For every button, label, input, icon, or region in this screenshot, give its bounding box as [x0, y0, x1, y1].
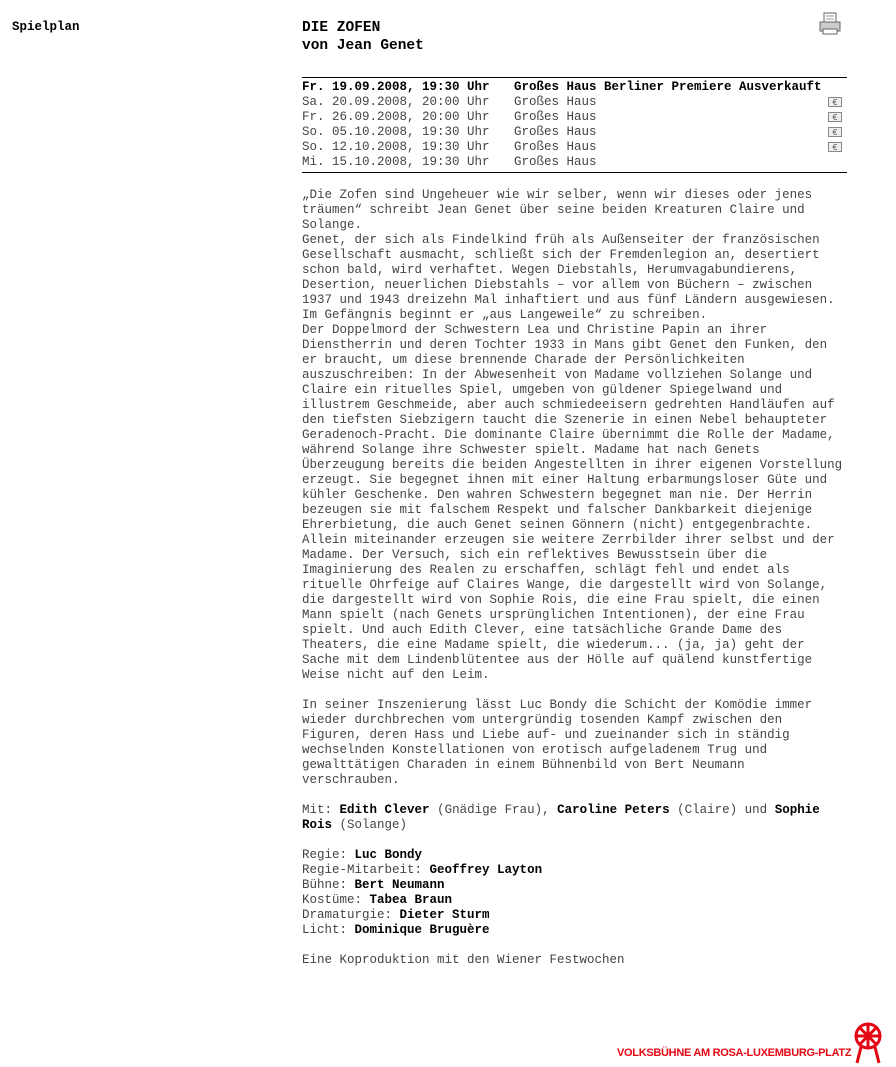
venue-cell: Großes Haus [514, 95, 597, 109]
date-row [302, 140, 847, 155]
cast-role: (Claire) und [677, 803, 768, 817]
description-paragraph: Genet, der sich als Findelkind früh als Außenseiter der französischen Gesellschaft ausmacht, schließt sich der Fremdenlegion an, desertiert schon bald, wird verhaftet. Wegen Diebstahls, Herumvagabundierens, Desertion, neuerlichen Diebstahls – vor allem von Büchern – zwischen 1937 und 1943 dreizehn Mal inhaftiert und aus fünf Ländern ausgewiesen. Im Gefängnis beginnt er „aus Langeweile“ zu schreiben. [302, 233, 835, 322]
ticket-icon[interactable]: € [828, 97, 842, 107]
venue-cell: Großes Haus Berliner Premiere Ausverkauft [514, 80, 822, 94]
venue-cell: Großes Haus [514, 110, 597, 124]
credit-line [302, 878, 847, 893]
credit-label: Regie-Mitarbeit: [302, 863, 423, 877]
credit-name: Geoffrey Layton [429, 863, 543, 877]
cast-actor: Edith Clever [339, 803, 430, 817]
date-row [302, 155, 847, 170]
credit-label: Bühne: [302, 878, 348, 892]
cast-role: (Solange) [339, 818, 408, 832]
main-content [302, 19, 847, 968]
credit-line [302, 848, 847, 863]
dates-table [302, 77, 847, 173]
cast-role: (Gnädige Frau), [437, 803, 550, 817]
date-row [302, 110, 847, 125]
credit-name: Dominique Bruguère [354, 923, 490, 937]
credit-name: Bert Neumann [354, 878, 445, 892]
volksbuehne-logo-link[interactable] [617, 1021, 883, 1065]
credit-name: Tabea Braun [369, 893, 453, 907]
credit-line [302, 923, 847, 938]
venue-cell: Großes Haus [514, 125, 597, 139]
ticket-icon[interactable]: € [828, 112, 842, 122]
credit-name: Luc Bondy [354, 848, 423, 862]
cast-list [302, 803, 847, 833]
cast-actor: Sophie Rois [302, 803, 820, 832]
date-cell: Sa. 20.09.2008, 20:00 Uhr [302, 95, 490, 109]
page-title: DIE ZOFEN [302, 20, 381, 36]
credit-label: Licht: [302, 923, 348, 937]
date-cell: Fr. 26.09.2008, 20:00 Uhr [302, 110, 490, 124]
credit-line [302, 893, 847, 908]
logo-text: VOLKSBÜHNE AM ROSA-LUXEMBURG-PLATZ [617, 1047, 852, 1059]
venue-cell: Großes Haus [514, 140, 597, 154]
page-subtitle: von Jean Genet [302, 38, 424, 54]
description-paragraph: Der Doppelmord der Schwestern Lea und Christine Papin an ihrer Dienstherrin und deren Tochter 1933 in Mans gibt Genet den Funken, den er braucht, um diese brennende Charade der Persönlichkeiten auszuschreiben: In der Abwesenheit von Madame vollziehen Solange und Claire ein rituelles Spiel, umgeben von güldener Spiegelwand und illustrem Geschmeide, aber auch schmiedeeisern gedrehten Handläufen auf den tiefsten Siebzigern taucht die Szenerie in einen Nebel behaupteter Geradenoch-Pracht. Die dominante Claire übernimmt die Rolle der Madame, während Solange ihre Schwester spielt. Madame hat nach Genets Überzeugung bereits die beiden Angestellten in ihrer eigenen Vorstellung erzeugt. Sie begegnet ihnen mit einer Haltung erbarmungsloser Güte und kühler Geschenke. Den wahren Schwestern begegnet man nie. Der Herrin bezeugen sie mit falschem Respekt und falscher Dankbarkeit diejenige Ehrerbietung, die auch Genet seinen Gönnern (nicht) entgegenbrachte. Allein miteinander erzeugen sie weitere Zerrbilder ihrer selbst und der Madame. Der Versuch, sich ein reflektives Bewusstsein über die Imaginierung des Realen zu erschaffen, schlägt fehl und endet als rituelle Ohrfeige auf Claires Wange, die dargestellt wird von Solange, die dargestellt wird von Sophie Rois, die eine Frau spielt, die einen Mann spielt (nach Genets ursprünglichen Intentionen), der eine Frau spielt. Und auch Edith Clever, eine tatsächliche Grande Dame des Theaters, die eine Madame spielt, die wiederum... (ja, ja) geht der Sache mit dem Lindenblütentee aus der Hölle auf quälend kunstfertige Weise nicht auf den Leim. [302, 323, 843, 682]
ticket-icon[interactable]: € [828, 142, 842, 152]
cast-label: Mit: [302, 803, 333, 817]
wheel-logo-icon [853, 1021, 883, 1065]
credit-name: Dieter Sturm [399, 908, 490, 922]
nav-spielplan-link[interactable]: Spielplan [12, 20, 80, 34]
ticket-icon[interactable]: € [828, 127, 842, 137]
coproduction-note: Eine Koproduktion mit den Wiener Festwochen [302, 953, 625, 967]
credit-line [302, 908, 847, 923]
date-cell: So. 05.10.2008, 19:30 Uhr [302, 125, 490, 139]
credit-label: Kostüme: [302, 893, 363, 907]
credit-label: Dramaturgie: [302, 908, 393, 922]
description-paragraph: „Die Zofen sind Ungeheuer wie wir selber, wenn wir dieses oder jenes träumen“ schreibt Jean Genet über seine beiden Kreaturen Claire und Solange. [302, 188, 813, 232]
credit-line [302, 863, 847, 878]
cast-actor: Caroline Peters [557, 803, 670, 817]
credit-label: Regie: [302, 848, 348, 862]
date-row [302, 125, 847, 140]
description [302, 188, 847, 968]
date-cell: Mi. 15.10.2008, 19:30 Uhr [302, 155, 490, 169]
date-cell: So. 12.10.2008, 19:30 Uhr [302, 140, 490, 154]
description-paragraph: In seiner Inszenierung lässt Luc Bondy die Schicht der Komödie immer wieder durchbrechen vom untergründig tosenden Kampf zwischen den Figuren, deren Hass und Liebe auf- und zueinander sich in ständig wechselnden Konstellationen von erotisch aufgeladenem Trug und gewalttätigen Charaden in einem Bühnenbild von Bert Neumann verschrauben. [302, 698, 813, 787]
date-cell: Fr. 19.09.2008, 19:30 Uhr [302, 80, 490, 94]
credits-list [302, 848, 847, 938]
venue-cell: Großes Haus [514, 155, 597, 169]
date-row [302, 95, 847, 110]
date-row [302, 80, 847, 95]
